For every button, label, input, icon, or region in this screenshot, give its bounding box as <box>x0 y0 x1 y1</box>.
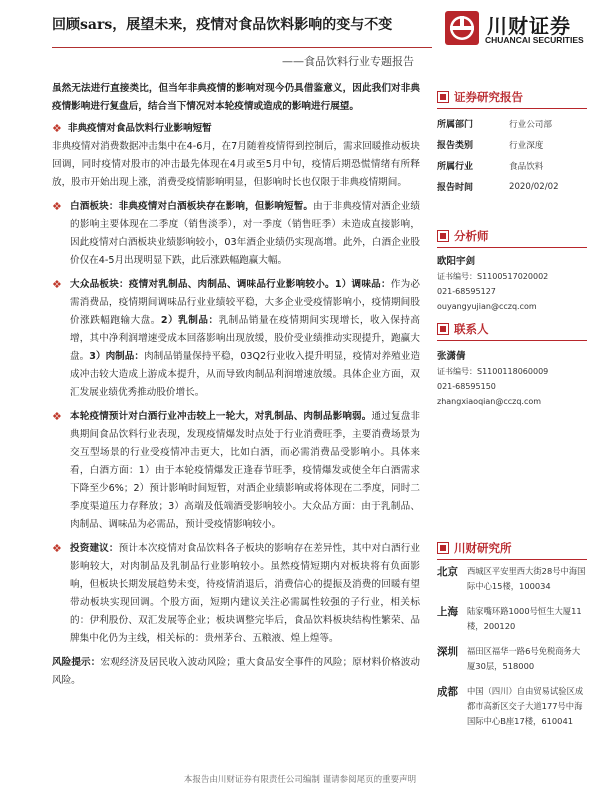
report-subtitle: ——食品饮料行业专题报告 <box>282 55 414 68</box>
office-city: 上海 <box>437 606 458 618</box>
square-bullet-icon <box>437 323 449 335</box>
office-chengdu <box>437 684 587 729</box>
sidebar-report-heading <box>437 88 587 106</box>
bullet-liquor-head: 白酒板块：非典疫情对白酒板块存在影响，但影响短暂。 <box>70 201 314 212</box>
office-address: 西城区平安里西大街28号中海国际中心15楼，100034 <box>467 566 586 591</box>
main-content <box>52 80 420 690</box>
info-value: 食品饮料 <box>509 161 544 172</box>
analyst-phone: 021-68595127 <box>437 287 496 296</box>
bullet-outlook-head: 本轮疫情预计对白酒行业冲击较上一轮大，对乳制品、肉制品影响弱。 <box>70 411 372 422</box>
intro-paragraph: 虽然无法进行直接类比，但当年非典疫情的影响对现今仍具借鉴意义，因此我们对非典疫情影响进行复盘后，结合当下情况对本轮疫情或造成的影响进行展望。 <box>52 83 420 112</box>
bullet-investment-body: 预计本次疫情对食品饮料各子板块的影响存在差异性，其中对白酒行业影响较大，对肉制品及乳制品行业影响较小。虽然疫情短期内对板块将有负面影响，但板块长期发展趋势未变，待疫情消退后，消费信心的提振及消费的回暖有望带动板块实现回调。个股方面，短期内建议关注必需属性较强的子行业，相关标的：伊利股份、双汇发展等企业；板块调整完毕后，食品饮料板块结构性繁荣、品牌集中化仍为主线，相关标的：贵州茅台、五粮液、煌上煌等。 <box>70 543 421 644</box>
diamond-bullet-icon: ❖ <box>52 278 62 291</box>
bullet-mass-goods <box>52 276 420 402</box>
info-value: 2020/02/02 <box>509 181 559 192</box>
bullet-outlook <box>52 408 420 534</box>
page-footer: 本报告由川财证券有限责任公司编制 谨请参阅尾页的重要声明 <box>183 775 417 785</box>
analyst-name: 欧阳宇剑 <box>437 256 476 267</box>
brand-name-en: CHUANCAI SECURITIES <box>485 35 584 45</box>
sidebar-divider <box>437 559 587 560</box>
brand-name: 川财证券 <box>487 14 571 38</box>
sidebar-research-title: 川财研究所 <box>454 541 512 555</box>
sidebar <box>437 88 587 729</box>
sidebar-contact-heading <box>437 320 587 338</box>
info-key: 所属部门 <box>437 120 474 130</box>
sidebar-analyst-title: 分析师 <box>454 229 489 243</box>
contact-block <box>437 349 587 409</box>
contact-name: 张潇倩 <box>437 351 466 362</box>
sidebar-research-heading <box>437 539 587 557</box>
chuancai-logo-icon <box>444 10 480 46</box>
info-row <box>437 113 587 134</box>
section-heading <box>52 120 420 138</box>
info-value: 行业公司部 <box>509 119 552 130</box>
risk-label: 风险提示： <box>52 657 101 668</box>
header-divider <box>52 47 432 48</box>
diamond-bullet-icon: ❖ <box>52 542 62 555</box>
bullet-liquor-body: 由于非典疫情对酒企业绩的影响主要体现在二季度（销售淡季），对一季度（销售旺季）未造成直接影响，因此疫情对白酒板块业绩影响较小，03年酒企业绩仍实现高增。此外，白酒企业股价仅在4-5月出现明显下跌，此后涨跌幅跑赢大幅。 <box>70 201 421 266</box>
square-bullet-icon <box>437 91 449 103</box>
square-bullet-icon <box>437 542 449 554</box>
analyst-cert: 证书编号：S1100517020002 <box>437 272 549 281</box>
analyst-block <box>437 254 587 314</box>
contact-cert: 证书编号：S1100118060009 <box>437 367 549 376</box>
info-key: 报告时间 <box>437 183 474 193</box>
sidebar-analyst-heading <box>437 227 587 245</box>
info-row <box>437 176 587 197</box>
office-address: 中国（四川）自由贸易试验区成都市高新区交子大道177号中海国际中心B座17楼，610041 <box>467 686 584 726</box>
meat-body: 肉制品销量保持平稳，03Q2行业收入提升明显，疫情对养殖业造成冲击较大造成上游成本提升，从而导致肉制品利润增速放缓。具体企业方面，双汇发展业绩优秀推动股价增长。 <box>70 351 420 398</box>
analyst-email[interactable]: ouyangyujian@cczq.com <box>437 302 537 311</box>
bullet-investment-head: 投资建议： <box>70 543 119 554</box>
info-key: 所属行业 <box>437 162 474 172</box>
office-address: 福田区福华一路6号免税商务大厦30层，518000 <box>467 646 581 671</box>
dairy-body: 乳制品销量在疫情期间实现增长，收入保持高增，其中净利润增速受成本回落影响出现放缓，股价受业绩推动实现提升，跑赢大盘。 <box>70 315 421 362</box>
info-row <box>437 134 587 155</box>
contact-phone: 021-68595150 <box>437 382 496 391</box>
dairy-label: 2）乳制品： <box>160 315 219 326</box>
diamond-bullet-icon: ❖ <box>52 410 62 423</box>
bullet-liquor <box>52 198 420 270</box>
office-city: 深圳 <box>437 646 458 658</box>
condiment-body: 作为必需消费品，疫情期间调味品行业业绩较平稳，大多企业受疫情影响小，疫情期间股价涨跌幅跑输大盘。 <box>70 279 420 326</box>
diamond-bullet-icon: ❖ <box>52 200 62 213</box>
sidebar-divider <box>437 108 587 109</box>
sidebar-contact-title: 联系人 <box>454 322 489 336</box>
risk-body: 宏观经济及居民收入波动风险；重大食品安全事件的风险；原材料价格波动风险。 <box>52 657 421 686</box>
sidebar-report-title: 证券研究报告 <box>454 90 523 104</box>
bullet-investment <box>52 540 420 648</box>
office-shanghai <box>437 604 587 634</box>
office-city: 北京 <box>437 566 458 578</box>
meat-label: 3）肉制品： <box>89 351 145 362</box>
info-row <box>437 155 587 176</box>
info-key: 报告类别 <box>437 141 474 151</box>
report-title: 回顾sars，展望未来，疫情对食品饮料影响的变与不变 <box>52 17 393 33</box>
info-value: 行业深度 <box>509 140 544 151</box>
condiment-label: 1）调味品： <box>334 279 391 290</box>
sidebar-divider <box>437 340 587 341</box>
sidebar-divider <box>437 247 587 248</box>
bullet-outlook-body: 通过复盘非典期间食品饮料行业表现，发现疫情爆发时点处于行业消费旺季，主要消费场景为交互型场景的行业受疫情冲击更大，比如白酒，而必需消费品受影响小。具体来看，白酒方面：1）由于本轮疫情爆发正逢春节旺季，疫情爆发或使全年白酒需求下降至少6%；2）预计影响时间短暂，对酒企业绩影响或将体现在二季度，同时二季度渠道压力存释放；3）高端及低端酒受影响较小。大众品方面：由于乳制品、肉制品、调味品为必需品，预计受疫情影响较小。 <box>70 411 421 530</box>
bullet-mass-goods-head: 大众品板块：疫情对乳制品、肉制品、调味品行业影响较小。 <box>70 279 335 290</box>
office-beijing <box>437 564 587 594</box>
office-shenzhen <box>437 644 587 674</box>
square-bullet-icon <box>437 230 449 242</box>
diamond-bullet-icon: ❖ <box>52 122 62 135</box>
risk-warning <box>52 654 420 690</box>
section-heading-text: 非典疫情对食品饮料行业影响短暂 <box>67 123 212 134</box>
section-paragraph: 非典疫情对消费数据冲击集中在4-6月，在7月随着疫情得到控制后，需求回暖推动板块回调，同时疫情对股市的冲击最先体现在4月或至5月中旬，疫情后期恐慌情绪有所释放，股市开始出现上涨，消费受疫情影响明显，但影响时长也仅限于非典疫情期间。 <box>52 141 420 188</box>
office-address: 陆家嘴环路1000号恒生大厦11楼，200120 <box>467 606 582 631</box>
contact-email[interactable]: zhangxiaoqian@cczq.com <box>437 397 542 406</box>
office-city: 成都 <box>437 686 458 698</box>
